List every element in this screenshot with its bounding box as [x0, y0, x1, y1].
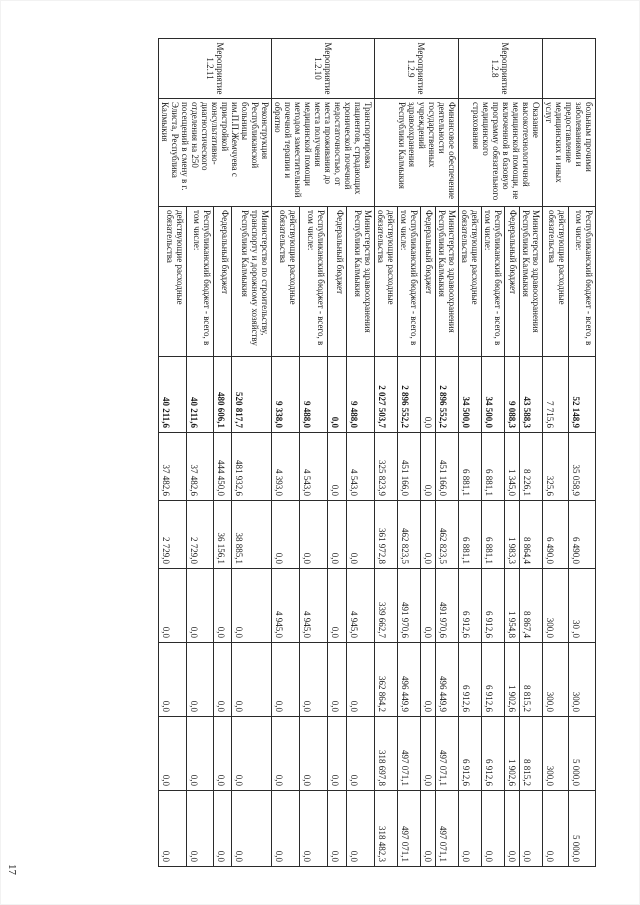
- value-cell: 4 393,0: [272, 433, 300, 501]
- value-cell: 9 338,0: [272, 357, 300, 433]
- value-cell: 0,0: [232, 717, 272, 791]
- value-cell: 520 817,7: [232, 357, 272, 433]
- funding-source-cell: действующие расходные обязательства: [375, 207, 398, 357]
- funding-source-cell: действующие расходные обязательства: [159, 207, 187, 357]
- funding-source-cell: действующие расходные обязательства: [543, 207, 570, 357]
- value-cell: 462 823,5: [436, 501, 459, 569]
- page-number: 17: [6, 864, 18, 875]
- value-cell: 0,0: [421, 501, 436, 569]
- value-cell: 6 912,6: [482, 569, 505, 643]
- description-cell: Транспортировка пациентов, страдающих хронической почечной недостаточностью, от места проживания до места получения медицинской помощи методом заместительной почечной терапии и обратно: [272, 99, 375, 207]
- description-cell: Реконструкция Республиканской больницы им.П.П.Жемчуева с пристройкой консультативно-диагностического отделения на 250 посещений в смену в г. Элиста, Республика Калмыкия: [159, 99, 272, 207]
- event-cell: Мероприятие 1.2.9: [375, 39, 459, 99]
- value-cell: 318 697,8: [375, 717, 398, 791]
- value-cell: 0,0: [272, 717, 300, 791]
- value-cell: 2 027 503,7: [375, 357, 398, 433]
- value-cell: 0,0: [214, 643, 232, 717]
- value-cell: 0,0: [272, 791, 300, 867]
- value-cell: 451 166,0: [398, 433, 421, 501]
- value-cell: 38 885,1: [232, 501, 272, 569]
- funding-source-cell: действующие расходные обязательства: [459, 207, 482, 357]
- value-cell: 0,0: [543, 791, 570, 867]
- table-row: [569, 39, 596, 867]
- value-cell: 52 148,9: [569, 357, 596, 433]
- value-cell: 37 482,6: [186, 433, 214, 501]
- value-cell: 8 815,2: [520, 643, 543, 717]
- value-cell: 7 715,6: [543, 357, 570, 433]
- value-cell: 9 088,3: [505, 357, 520, 433]
- funding-source-cell: Республиканский бюджет - всего, в том числе:: [186, 207, 214, 357]
- value-cell: 0,0: [421, 643, 436, 717]
- value-cell: 491 970,6: [398, 569, 421, 643]
- value-cell: 1 345,0: [505, 433, 520, 501]
- funding-source-cell: Федеральный бюджет: [214, 207, 232, 357]
- value-cell: 0,0: [421, 433, 436, 501]
- description-cell: Оказание высокотехнологичной медицинской помощи, не включенной в базовую программу обязательного медицинского страхования: [459, 99, 543, 207]
- value-cell: 0,0: [505, 791, 520, 867]
- value-cell: 9 488,0: [346, 357, 374, 433]
- value-cell: 0,0: [186, 791, 214, 867]
- event-cell: Мероприятие 1.2.10: [272, 39, 375, 99]
- value-cell: 480 606,1: [214, 357, 232, 433]
- value-cell: 0,0: [300, 643, 328, 717]
- value-cell: 0,0: [159, 569, 187, 643]
- value-cell: 0,0: [421, 569, 436, 643]
- value-cell: 0,0: [346, 791, 374, 867]
- value-cell: 6 881,1: [482, 433, 505, 501]
- value-cell: 0,0: [232, 569, 272, 643]
- value-cell: 4 945,0: [300, 569, 328, 643]
- table-row: [520, 39, 543, 867]
- value-cell: 0,0: [520, 791, 543, 867]
- budget-table: [158, 38, 596, 867]
- value-cell: 6 912,6: [459, 717, 482, 791]
- value-cell: 0,0: [214, 569, 232, 643]
- value-cell: 0,0: [328, 357, 346, 433]
- value-cell: 0,0: [459, 791, 482, 867]
- value-cell: 0,0: [482, 791, 505, 867]
- value-cell: 1 902,6: [505, 643, 520, 717]
- value-cell: 0,0: [421, 791, 436, 867]
- value-cell: 300,0: [543, 717, 570, 791]
- value-cell: 0,0: [328, 643, 346, 717]
- value-cell: 318 482,3: [375, 791, 398, 867]
- value-cell: 0,0: [328, 569, 346, 643]
- value-cell: 0,0: [328, 717, 346, 791]
- value-cell: 491 970,6: [436, 569, 459, 643]
- value-cell: 0,0: [186, 643, 214, 717]
- funding-source-cell: Республиканский бюджет - всего, в том числе:: [300, 207, 328, 357]
- value-cell: 0,0: [159, 643, 187, 717]
- value-cell: 6 881,1: [459, 501, 482, 569]
- value-cell: 8 226,1: [520, 433, 543, 501]
- value-cell: 496 449,9: [436, 643, 459, 717]
- table-row: [436, 39, 459, 867]
- value-cell: 451 166,0: [436, 433, 459, 501]
- value-cell: 0,0: [300, 791, 328, 867]
- value-cell: 462 823,5: [398, 501, 421, 569]
- funding-source-cell: Федеральный бюджет: [421, 207, 436, 357]
- value-cell: 1 983,3: [505, 501, 520, 569]
- value-cell: 4 543,0: [300, 433, 328, 501]
- value-cell: 30 ,0: [569, 569, 596, 643]
- value-cell: 0,0: [328, 501, 346, 569]
- funding-source-cell: действующие расходные обязательства: [272, 207, 300, 357]
- value-cell: 5 000,0: [569, 717, 596, 791]
- value-cell: 0,0: [214, 717, 232, 791]
- funding-source-cell: Республиканский бюджет - всего, в том числе:: [398, 207, 421, 357]
- value-cell: 362 864,2: [375, 643, 398, 717]
- value-cell: 4 945,0: [272, 569, 300, 643]
- value-cell: 0,0: [214, 791, 232, 867]
- value-cell: 496 449,9: [398, 643, 421, 717]
- value-cell: 0,0: [272, 643, 300, 717]
- value-cell: 0,0: [272, 501, 300, 569]
- event-cell: Мероприятие 1.2.8: [459, 39, 543, 99]
- value-cell: 1 902,6: [505, 717, 520, 791]
- value-cell: 300,0: [543, 569, 570, 643]
- value-cell: 6 912,6: [459, 643, 482, 717]
- value-cell: 497 071,1: [436, 791, 459, 867]
- funding-source-cell: Республиканский бюджет - всего, в том числе:: [569, 207, 596, 357]
- value-cell: 0,0: [186, 717, 214, 791]
- value-cell: 2 896 552,2: [398, 357, 421, 433]
- value-cell: 2 729,0: [159, 501, 187, 569]
- value-cell: 0,0: [328, 433, 346, 501]
- value-cell: 4 945,0: [346, 569, 374, 643]
- table-row: [232, 39, 272, 867]
- value-cell: 0,0: [421, 357, 436, 433]
- value-cell: 6 490,0: [569, 501, 596, 569]
- value-cell: 0,0: [421, 717, 436, 791]
- value-cell: 40 211,6: [159, 357, 187, 433]
- funding-source-cell: Министерство здравоохранения Республики Калмыкия: [436, 207, 459, 357]
- value-cell: 497 071,1: [398, 717, 421, 791]
- value-cell: 325,6: [543, 433, 570, 501]
- value-cell: 35 058,9: [569, 433, 596, 501]
- value-cell: 0,0: [159, 791, 187, 867]
- value-cell: 6 881,1: [459, 433, 482, 501]
- value-cell: 0,0: [346, 643, 374, 717]
- value-cell: 8 815,2: [520, 717, 543, 791]
- description-cell: Финансовое обеспечение деятельности государственных учреждений здравоохранения Республики Калмыкия: [375, 99, 459, 207]
- value-cell: 4 543,0: [346, 433, 374, 501]
- value-cell: 2 729,0: [186, 501, 214, 569]
- value-cell: 2 896 552,2: [436, 357, 459, 433]
- funding-source-cell: Федеральный бюджет: [328, 207, 346, 357]
- value-cell: 40 211,6: [186, 357, 214, 433]
- value-cell: 497 071,1: [398, 791, 421, 867]
- event-cell: [543, 39, 596, 99]
- value-cell: 300,0: [569, 643, 596, 717]
- value-cell: 0,0: [346, 501, 374, 569]
- funding-source-cell: Министерство здравоохранения Республики Калмыкия: [346, 207, 374, 357]
- table-row: [346, 39, 374, 867]
- value-cell: 6 881,1: [482, 501, 505, 569]
- value-cell: 497 071,1: [436, 717, 459, 791]
- value-cell: 0,0: [232, 643, 272, 717]
- funding-source-cell: Министерство по строительству, транспорту и дорожному хозяйству Республики Калмыкия: [232, 207, 272, 357]
- value-cell: 339 662,7: [375, 569, 398, 643]
- value-cell: 37 482,6: [159, 433, 187, 501]
- value-cell: 34 500,0: [459, 357, 482, 433]
- value-cell: 5 000,0: [569, 791, 596, 867]
- value-cell: 325 823,9: [375, 433, 398, 501]
- value-cell: 0,0: [300, 717, 328, 791]
- funding-source-cell: Федеральный бюджет: [505, 207, 520, 357]
- value-cell: 444 450,0: [214, 433, 232, 501]
- event-cell: Мероприятие 1.2.11: [159, 39, 272, 99]
- value-cell: 8 867,4: [520, 569, 543, 643]
- value-cell: 34 500,0: [482, 357, 505, 433]
- value-cell: 0,0: [159, 717, 187, 791]
- value-cell: 8 864,4: [520, 501, 543, 569]
- value-cell: 0,0: [346, 717, 374, 791]
- value-cell: 6 912,6: [482, 643, 505, 717]
- value-cell: 43 588,3: [520, 357, 543, 433]
- value-cell: 6 912,6: [482, 717, 505, 791]
- description-cell: больным прочими заболеваниями и предоставление медицинских и иных услуг: [543, 99, 596, 207]
- value-cell: 0,0: [328, 791, 346, 867]
- value-cell: 6 912,6: [459, 569, 482, 643]
- value-cell: 36 156,1: [214, 501, 232, 569]
- value-cell: 0,0: [300, 501, 328, 569]
- value-cell: 0,0: [186, 569, 214, 643]
- value-cell: 300,0: [543, 643, 570, 717]
- funding-source-cell: Министерство здравоохранения Республики Калмыкия: [520, 207, 543, 357]
- value-cell: 1 954,8: [505, 569, 520, 643]
- value-cell: 481 932,6: [232, 433, 272, 501]
- table-body: [159, 39, 596, 867]
- value-cell: 9 488,0: [300, 357, 328, 433]
- funding-source-cell: Республиканский бюджет - всего, в том числе:: [482, 207, 505, 357]
- value-cell: 0,0: [232, 791, 272, 867]
- value-cell: 361 972,8: [375, 501, 398, 569]
- value-cell: 6 490,0: [543, 501, 570, 569]
